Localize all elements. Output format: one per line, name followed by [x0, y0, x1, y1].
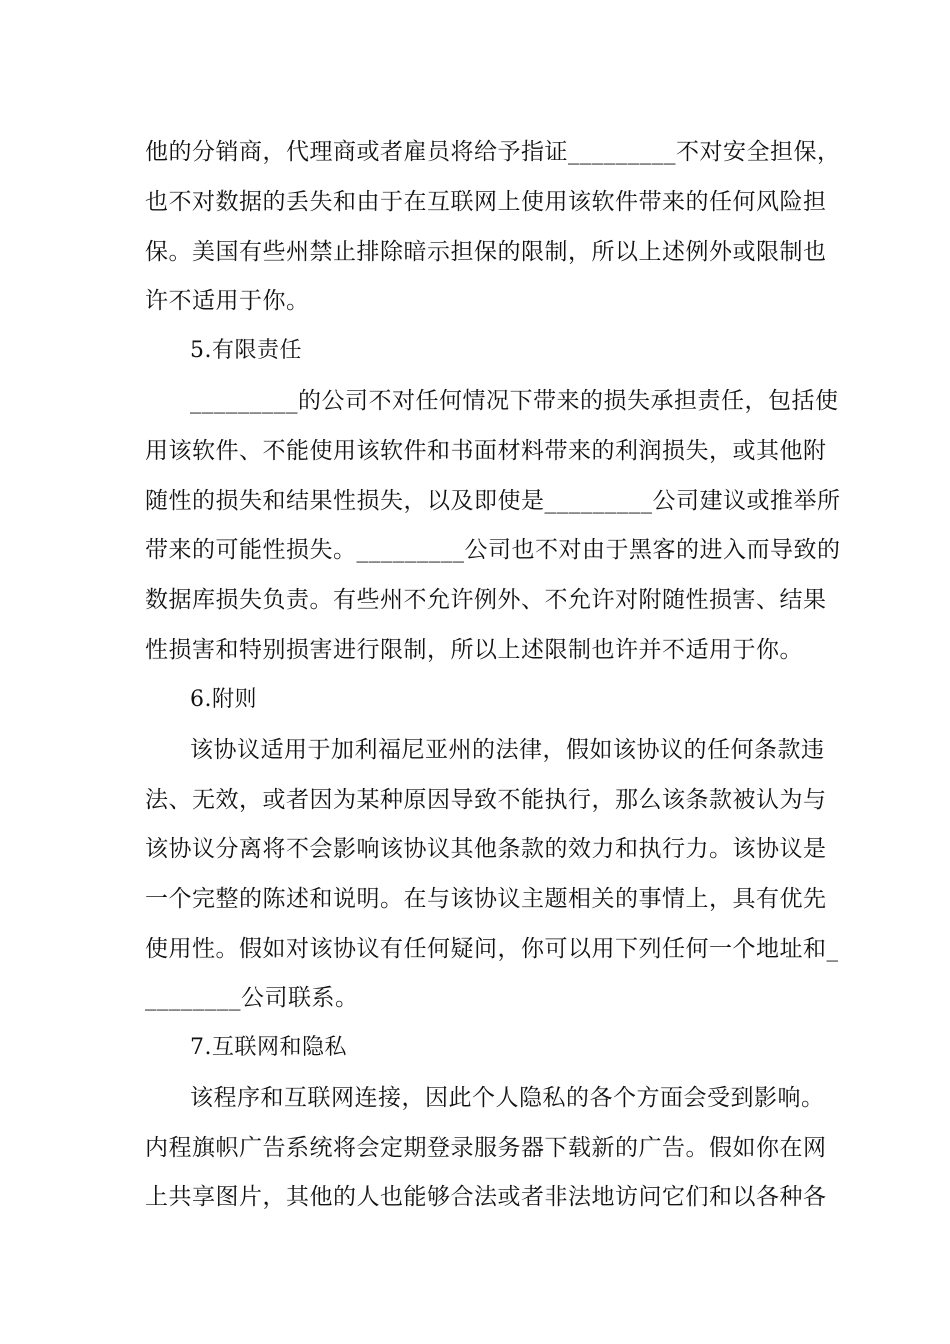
paragraph-line: 带来的可能性损失。_________公司也不对由于黑客的进入而导致的 — [145, 537, 841, 563]
paragraph-line: 使用性。假如对该协议有任何疑问，你可以用下列任何一个地址和_ — [145, 936, 839, 962]
paragraph-line: 上共享图片，其他的人也能够合法或者非法地访问它们和以各种各 — [145, 1184, 827, 1210]
paragraph-line: 性损害和特别损害进行限制，所以上述限制也许并不适用于你。 — [145, 637, 803, 663]
paragraph-line: 该程序和互联网连接，因此个人隐私的各个方面会受到影响。 — [190, 1085, 825, 1111]
paragraph-line: 该协议分离将不会影响该协议其他条款的效力和执行力。该协议是 — [145, 836, 827, 862]
paragraph-line: 他的分销商，代理商或者雇员将给予指证_________不对安全担保， — [145, 139, 841, 165]
section-heading: 6.附则 — [190, 687, 257, 712]
paragraph-line: 随性的损失和结果性损失，以及即使是_________公司建议或推举所 — [145, 488, 841, 514]
paragraph-line: 数据库损失负责。有些州不允许例外、不允许对附随性损害、结果 — [145, 587, 827, 613]
paragraph-line: 许不适用于你。 — [145, 288, 310, 314]
section-heading: 7.互联网和隐私 — [190, 1035, 347, 1060]
paragraph-line: 内程旗帜广告系统将会定期登录服务器下载新的广告。假如你在网 — [145, 1135, 827, 1161]
paragraph-line: 也不对数据的丢失和由于在互联网上使用该软件带来的任何风险担 — [145, 189, 827, 215]
paragraph-line: 该协议适用于加利福尼亚州的法律，假如该协议的任何条款违 — [190, 737, 825, 763]
paragraph-line: 一个完整的陈述和说明。在与该协议主题相关的事情上，具有优先 — [145, 886, 827, 912]
paragraph-line: ________公司联系。 — [145, 985, 359, 1011]
paragraph-line: 法、无效，或者因为某种原因导致不能执行，那么该条款被认为与 — [145, 787, 827, 813]
paragraph-line: 用该软件、不能使用该软件和书面材料带来的利润损失，或其他附 — [145, 438, 827, 464]
section-heading: 5.有限责任 — [190, 338, 302, 363]
paragraph-line: 保。美国有些州禁止排除暗示担保的限制，所以上述例外或限制也 — [145, 239, 827, 265]
paragraph-line: _________的公司不对任何情况下带来的损失承担责任，包括使 — [190, 388, 839, 414]
